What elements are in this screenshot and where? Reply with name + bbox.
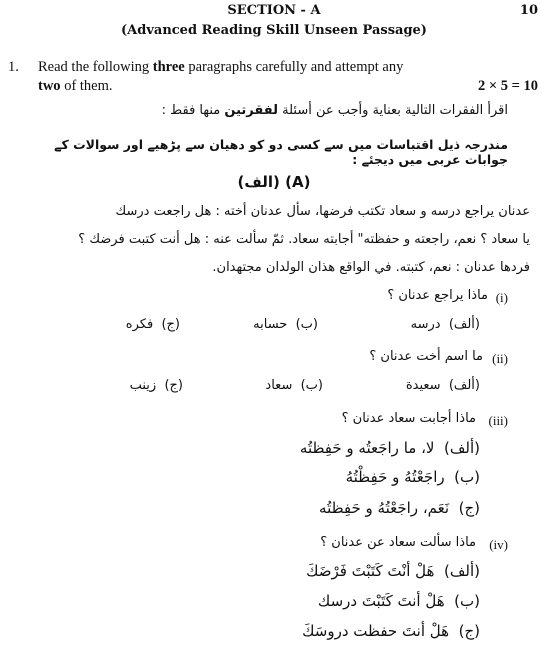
- option-text: سعيدة: [405, 378, 441, 393]
- option-label: (ج): [458, 622, 480, 640]
- option-c: [319, 499, 480, 517]
- option-text: نَعَم، راجَعْتُهُ و حَفِظتُه: [319, 499, 450, 517]
- instruction-part: اقرأ الفقرات التالية بعناية وأجب عن أسئلة: [277, 103, 508, 118]
- option-text: فكره: [125, 317, 154, 332]
- option-label: (ب): [300, 378, 323, 393]
- option-label: (ب): [454, 592, 480, 610]
- section-title: SECTION - A: [227, 3, 321, 18]
- option-b: [346, 468, 480, 486]
- option-text: هَلْ أنتَ كَتَبْتَ درسك: [317, 592, 445, 610]
- option-text: درسه: [410, 317, 441, 332]
- question-text-part: of them.: [60, 78, 113, 94]
- subquestion-number: (ii): [492, 351, 508, 366]
- option-text: هَلْ أنْتَ كَتَبْتَ فَرْضَكَ: [306, 562, 435, 580]
- option-label: (ألف): [448, 317, 480, 332]
- option-label: (ج): [164, 378, 183, 393]
- option-b: [265, 378, 323, 393]
- subquestion-number: (i): [495, 290, 508, 305]
- section-marks: 10: [519, 3, 538, 18]
- option-label: (ج): [161, 317, 180, 332]
- option-label: (ألف): [448, 378, 480, 393]
- option-text: حسابه: [253, 317, 288, 332]
- option-label: (ج): [458, 499, 480, 517]
- option-c: [302, 622, 480, 640]
- instruction-bold: لفقرتين: [224, 103, 278, 118]
- arabic-instruction: [28, 103, 508, 118]
- question-text-part: paragraphs carefully and attempt any: [184, 59, 404, 75]
- option-text: راجَعْتُهُ و حَفِظْتُهُ: [345, 468, 445, 486]
- option-a: [411, 317, 480, 332]
- question-text-line1: [38, 57, 506, 77]
- option-a: [406, 378, 480, 393]
- option-text: لا، ما راجَعتُه و حَفِظتُه: [299, 439, 435, 457]
- question-score: 2 × 5 = 10: [477, 78, 538, 94]
- question-text-bold: two: [38, 78, 61, 94]
- question-text-line2: [38, 76, 113, 96]
- question-number: 1.: [8, 59, 19, 75]
- question-text-part: Read the following: [38, 59, 153, 75]
- option-b: [253, 317, 318, 332]
- instruction-part: منها فقط :: [161, 103, 225, 118]
- option-text: سعاد: [265, 378, 293, 393]
- option-text: زينب: [129, 378, 157, 393]
- option-label: (ألف): [444, 562, 480, 580]
- passage-line: عدنان يراجع درسه و سعاد تكتب فرضها، سأل عدنان أخته : هل راجعت درسك: [115, 204, 530, 219]
- option-label: (ألف): [444, 439, 480, 457]
- option-label: (ب): [295, 317, 318, 332]
- subquestion-number: (iii): [488, 413, 508, 428]
- passage-title: (A) (الف): [237, 173, 311, 191]
- option-a: [300, 439, 480, 457]
- urdu-instruction: مندرجہ ذیل اقتباسات میں سے کسی دو کو دھیان سے پڑھیے اور سوالات کے جوابات عربی میں دیجئے :: [54, 137, 508, 167]
- subquestion-number: (iv): [489, 537, 508, 552]
- subquestion-text: ما اسم أخت عدنان ؟: [369, 349, 483, 364]
- option-c: [130, 378, 183, 393]
- passage-line: فردها عدنان : نعم، كتبته. في الواقع هذان الولدان مجتهدان.: [212, 260, 530, 275]
- option-b: [318, 592, 480, 610]
- passage-line: يا سعاد ؟ نعم، راجعته و حفظته" أجابته سعاد. ثمّ سألت عنه : هل أنت كتبت فرضك ؟: [78, 232, 530, 247]
- option-label: (ب): [454, 468, 480, 486]
- option-a: [306, 562, 480, 580]
- section-subtitle: (Advanced Reading Skill Unseen Passage): [121, 23, 427, 38]
- subquestion-text: ماذا سألت سعاد عن عدنان ؟: [320, 535, 476, 550]
- subquestion-text: ماذا يراجع عدنان ؟: [387, 288, 488, 303]
- option-text: هَلْ أنتَ حفظت دروسَكَ: [302, 622, 450, 640]
- subquestion-text: ماذا أجابت سعاد عدنان ؟: [341, 411, 476, 426]
- option-c: [126, 317, 180, 332]
- question-text-bold: three: [152, 59, 185, 75]
